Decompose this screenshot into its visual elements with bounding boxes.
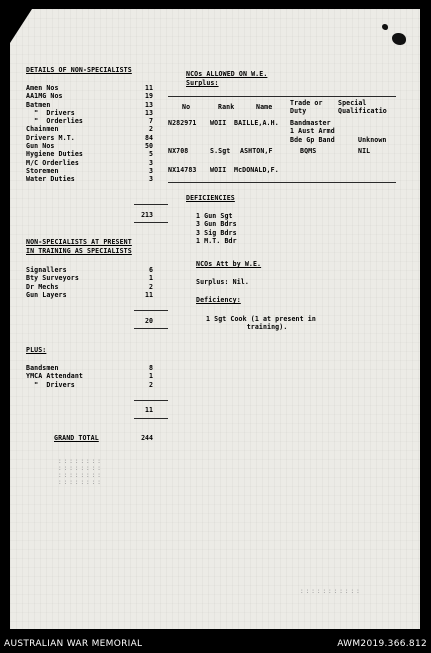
list-item-label: Batmen <box>26 100 51 109</box>
punch-hole <box>392 33 406 45</box>
divider <box>134 310 168 311</box>
subtotal-1: 213 <box>141 211 153 219</box>
row-1-trade: Bandmaster 1 Aust Armd Bde Gp Band <box>290 119 335 144</box>
heading-plus: PLUS: <box>26 346 47 354</box>
divider <box>134 204 168 205</box>
heading-deficiency: Deficiency: <box>196 296 241 304</box>
grand-total-value: 244 <box>141 434 153 442</box>
list-item-value: 1 <box>149 372 153 381</box>
col-trade: Trade or Duty <box>290 99 323 116</box>
punch-hole-small <box>382 24 388 30</box>
list-item-value: 84 <box>145 133 153 142</box>
divider <box>134 418 168 419</box>
list-item-label: Amen Nos <box>26 84 59 92</box>
list-item-label: " Drivers <box>26 108 75 117</box>
list-item-label: " Orderlies <box>26 117 83 126</box>
col-no: No <box>182 103 191 111</box>
list-item-label: Dr Mechs <box>26 282 59 291</box>
training-list <box>26 266 79 299</box>
row-2-special: NIL <box>358 147 371 155</box>
heading-ncos-allowed: NCOs ALLOWED ON W.E. <box>186 70 268 78</box>
list-item-label: M/C Orderlies <box>26 158 79 167</box>
deficiency-text: 1 Sgt Cook (1 at present in training). <box>206 315 316 332</box>
list-item-value: 5 <box>149 150 153 159</box>
row-2-trade: BQMS <box>300 147 317 155</box>
row-1-no: N282971 <box>168 119 197 127</box>
list-item-label: Bandsmen <box>26 364 59 372</box>
grand-total-label: GRAND TOTAL <box>54 434 99 442</box>
faded-marks: :::::::: :::::::: :::::::: :::::::: <box>58 458 103 486</box>
row-1-name: BAILLE,A.H. <box>234 119 279 127</box>
list-item-value: 1 <box>149 274 153 283</box>
non-specialists-values <box>137 84 153 184</box>
col-name: Name <box>256 103 273 111</box>
list-item-value: 3 <box>149 166 153 175</box>
col-rank: Rank <box>218 103 235 111</box>
list-item-label: AA1MG Nos <box>26 92 63 101</box>
table-bottom-rule <box>168 182 396 183</box>
heading-non-specialists: DETAILS OF NON-SPECIALISTS <box>26 66 132 74</box>
row-3-name: McDONALD,F. <box>234 166 279 174</box>
list-item-value: 8 <box>149 364 153 372</box>
list-item-label: 3 Gun Bdrs <box>196 220 237 229</box>
surplus-label: Surplus: <box>186 79 219 87</box>
row-3-rank: WOII <box>210 166 227 174</box>
list-item-label: Gun Nos <box>26 142 55 151</box>
list-item-value: 13 <box>145 100 153 109</box>
deficiencies-list <box>196 212 237 245</box>
divider <box>134 400 168 401</box>
faded-marks-2: ::::::::::: <box>300 588 362 595</box>
list-item-value: 13 <box>145 108 153 117</box>
table-top-rule <box>168 96 396 97</box>
non-specialists-list <box>26 84 83 184</box>
col-special: Special Qualificatio <box>338 99 387 116</box>
heading-training-1: NON-SPECIALISTS AT PRESENT <box>26 238 132 246</box>
list-item-label: 1 Gun Sgt <box>196 212 233 220</box>
list-item-label: Hygiene Duties <box>26 150 83 159</box>
list-item-value: 11 <box>145 84 153 92</box>
footer-source: AUSTRALIAN WAR MEMORIAL <box>4 639 143 649</box>
training-values <box>137 266 153 299</box>
list-item-label: Gun Layers <box>26 290 67 299</box>
list-item-label: 1 M.T. Bdr <box>196 236 237 245</box>
row-1-rank: WOII <box>210 119 227 127</box>
list-item-value: 19 <box>145 92 153 101</box>
list-item-value: 3 <box>149 158 153 167</box>
plus-list <box>26 364 83 389</box>
list-item-value: 50 <box>145 142 153 151</box>
surplus-nil: Surplus: Nil. <box>196 278 249 286</box>
heading-ncos-att: NCOs Att by W.E. <box>196 260 262 268</box>
list-item-value: 2 <box>149 282 153 291</box>
list-item-value: 3 <box>149 175 153 184</box>
list-item-label: Water Duties <box>26 175 75 184</box>
list-item-label: Signallers <box>26 266 67 274</box>
list-item-label: Bty Surveyors <box>26 274 79 283</box>
row-1-special: Unknown <box>358 135 387 144</box>
list-item-value: 2 <box>149 125 153 134</box>
list-item-value: 2 <box>149 380 153 389</box>
list-item-value: 7 <box>149 117 153 126</box>
list-item-label: Chainmen <box>26 125 59 134</box>
heading-deficiencies: DEFICIENCIES <box>186 194 235 202</box>
list-item-label: Storemen <box>26 166 59 175</box>
subtotal-2: 20 <box>145 317 153 325</box>
list-item-value: 11 <box>145 290 153 299</box>
row-2-rank: S.Sgt <box>210 147 231 155</box>
footer-accession: AWM2019.366.812 <box>337 639 427 649</box>
torn-corner <box>10 9 32 43</box>
list-item-value: 6 <box>149 266 153 274</box>
list-item-label: YMCA Attendant <box>26 372 83 381</box>
list-item-label: " Drivers <box>26 380 75 389</box>
row-2-no: NX708 <box>168 147 189 155</box>
list-item-label: 3 Sig Bdrs <box>196 228 237 237</box>
row-2-name: ASHTON,F <box>240 147 273 155</box>
plus-values <box>137 364 153 389</box>
subtotal-3: 11 <box>145 406 153 414</box>
divider <box>134 222 168 223</box>
divider <box>134 328 168 329</box>
heading-training-2: IN TRAINING AS SPECIALISTS <box>26 247 132 255</box>
list-item-label: Drivers M.T. <box>26 133 75 142</box>
row-3-no: NX14783 <box>168 166 197 174</box>
